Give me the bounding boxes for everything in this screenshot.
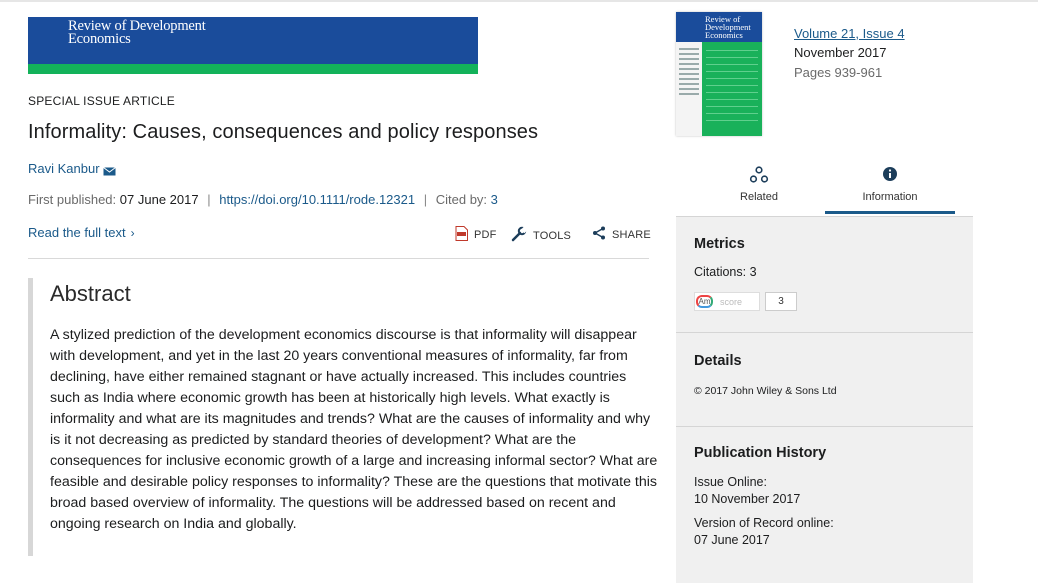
content-divider (28, 258, 649, 259)
info-icon (825, 165, 955, 185)
publication-info: First published: 07 June 2017 | https://doi.org/10.1111/rode.12321 | Cited by: 3 (28, 192, 498, 207)
altmetric-label: score (720, 296, 743, 307)
tools-button[interactable]: TOOLS (511, 226, 571, 245)
doi-link[interactable]: https://doi.org/10.1111/rode.12321 (219, 192, 416, 207)
altmetric-icon: Am (696, 295, 713, 308)
share-icon (592, 226, 606, 243)
volume-issue-link[interactable]: Volume 21, Issue 4 (794, 26, 905, 41)
metrics-heading: Metrics (694, 236, 745, 252)
citations-count: Citations: 3 (694, 265, 757, 279)
abstract-text: A stylized prediction of the development economics discourse is that informality will disappear with development, and yet in the last 20 years conventional measures of informality, far from declining, have either remained stagnant or have actually increased. This includes countries such as India where economic growth has been at historically high levels. What exactly is informality and what are its magnitudes and trends? What are the causes of informality and why is it not decreasing as predicted by standard theories of development? What are the consequences for inclusive economic growth of a large and increasing informal sector? What are feasible and desirable policy responses to informality? These are the questions that motivate this broad based overview of informality. The questions will be addressed based on recent and ongoing research on India and globally. (50, 327, 658, 532)
issue-pages: Pages 939-961 (794, 65, 883, 80)
version-of-record-label: Version of Record online: (694, 516, 834, 530)
altmetric-badge[interactable] (694, 292, 797, 311)
journal-name: Review of Development Economics (68, 18, 206, 47)
abstract-accent-bar (28, 278, 33, 556)
wrench-icon (511, 226, 527, 245)
article-type: SPECIAL ISSUE ARTICLE (28, 94, 175, 108)
author-line (28, 161, 116, 176)
abstract-heading: Abstract (50, 281, 131, 306)
chevron-right-icon: › (130, 226, 135, 240)
active-tab-indicator (825, 211, 955, 214)
pdf-icon (455, 226, 468, 244)
journal-cover-image[interactable] (676, 12, 762, 136)
tab-related[interactable]: Related (694, 165, 824, 203)
issue-date: November 2017 (794, 45, 887, 60)
cover-title: Review of Development Economics (705, 14, 751, 40)
details-heading: Details (694, 353, 742, 369)
issue-online-label: Issue Online: (694, 475, 767, 489)
cited-by-count[interactable]: 3 (490, 192, 498, 207)
read-full-text-link[interactable]: Read the full text › (28, 225, 135, 240)
related-icon (694, 165, 824, 185)
journal-banner[interactable] (28, 17, 478, 74)
altmetric-score: 3 (765, 292, 797, 311)
pdf-button[interactable]: PDF (455, 226, 497, 244)
copyright-text: © 2017 John Wiley & Sons Ltd (694, 385, 837, 397)
tab-information[interactable]: Information (825, 165, 955, 203)
share-button[interactable]: SHARE (592, 226, 651, 243)
author-link[interactable]: Ravi Kanbur (28, 161, 100, 176)
first-published-date: 07 June 2017 (119, 192, 199, 207)
first-published-label: First published: (28, 192, 117, 207)
top-divider (0, 0, 1038, 2)
email-icon[interactable] (103, 164, 116, 173)
issue-online-date: 10 November 2017 (694, 492, 801, 506)
cited-by-label: Cited by: (435, 192, 488, 207)
article-title: Informality: Causes, consequences and policy responses (28, 121, 539, 143)
version-of-record-date: 07 June 2017 (694, 533, 770, 547)
publication-history-heading: Publication History (694, 445, 827, 461)
